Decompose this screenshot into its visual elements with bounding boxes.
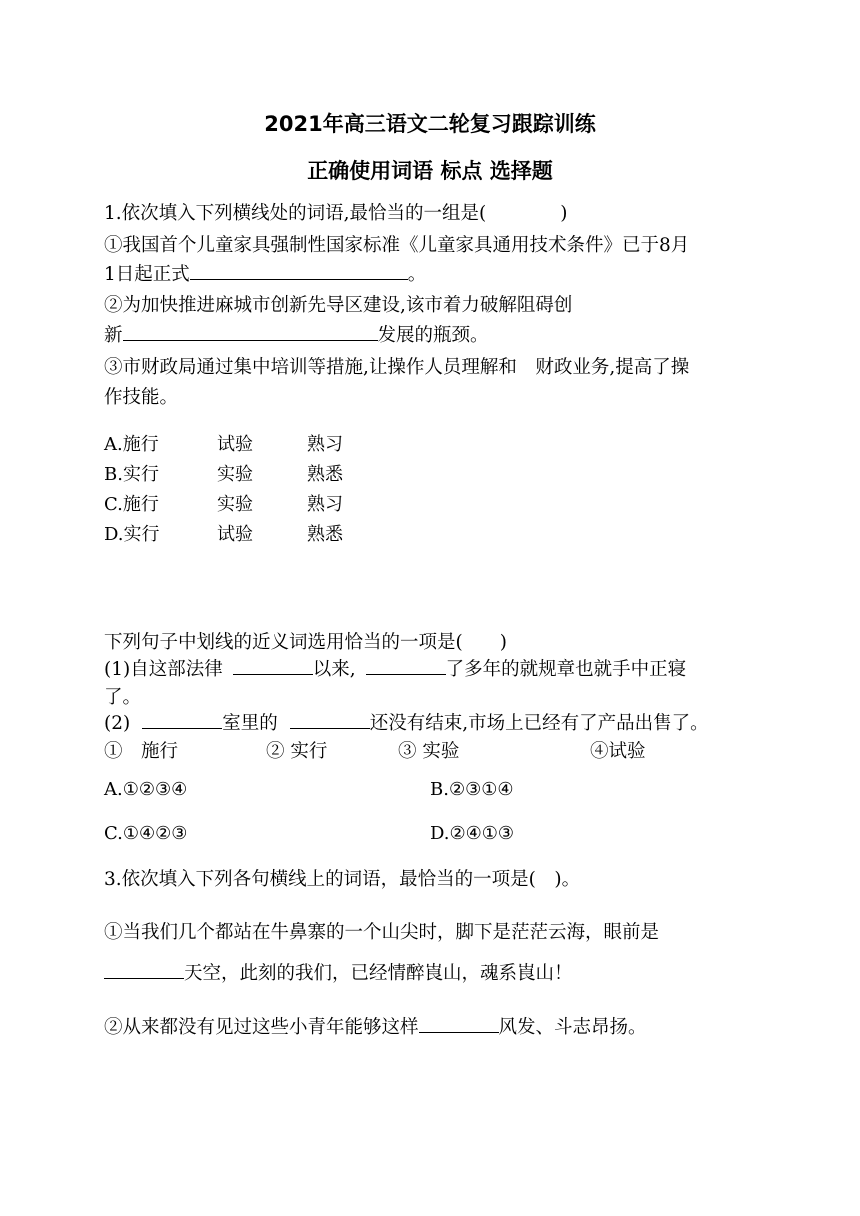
q1-option-c-word-2: 熟习 [307, 494, 343, 515]
q1-sentence-3-line-1: ③市财政局通过集中培训等措施,让操作人员理解和 财政业务,提高了操 [104, 357, 690, 378]
q1-sentence-1-line-1: ①我国首个儿童家具强制性国家标准《儿童家具通用技术条件》已于8月 [104, 235, 690, 256]
q2-word-2: ② 实行 [266, 741, 328, 762]
q3-sentence-1-line-1: ①当我们几个都站在牛鼻寨的一个山尖时，脚下是茫茫云海，眼前是 [104, 922, 660, 943]
q1-sentence-2-line-2 [104, 322, 489, 350]
q1-sentence-3-line-2: 作技能。 [104, 387, 179, 408]
q1-s1-text-before: 1日起正式 [104, 264, 190, 285]
q1-option-c-word-1: 实验 [217, 494, 253, 515]
q1-option-a-word-2: 熟习 [307, 434, 343, 455]
q2-blank-1 [233, 656, 313, 675]
q1-s1-text-after: 。 [407, 264, 427, 285]
q2-s2-part-2: 室里的 [222, 713, 278, 734]
q2-blank-3 [142, 710, 222, 729]
q1-option-d-label: D.实行 [104, 524, 160, 545]
q1-sentence-2-line-1: ②为加快推进麻城市创新先导区建设,该市着力破解阻碍创 [104, 295, 573, 316]
q1-stem: 1.依次填入下列横线处的词语,最恰当的一组是( ) [104, 203, 568, 224]
q2-s1-part-1: (1)自这部法律 [104, 659, 223, 680]
q1-option-d-word-2: 熟悉 [307, 524, 343, 545]
q1-option-b-word-1: 实验 [217, 464, 253, 485]
q1-option-a-word-1: 试验 [217, 434, 253, 455]
q2-s2-part-3: 还没有结束,市场上已经有了产品出售了。 [369, 713, 709, 734]
q2-stem: 下列句子中划线的近义词选用恰当的一项是( ) [104, 632, 507, 653]
q1-option-c-label: C.施行 [104, 494, 159, 515]
q2-sentence-2 [104, 710, 709, 738]
q2-s1-part-2: 以来, [312, 659, 356, 680]
q1-option-a-label: A.施行 [104, 434, 159, 455]
q2-word-3: ③ 实验 [398, 741, 460, 762]
q2-s2-part-1: (2) [104, 713, 131, 734]
q2-option-d: D.②④①③ [430, 823, 515, 844]
q1-s2-text-before: 新 [104, 325, 123, 346]
q3-stem: 3.依次填入下列各句横线上的词语，最恰当的一项是( )。 [104, 869, 581, 890]
q1-option-b-label: B.实行 [104, 464, 159, 485]
q2-word-1: ① 施行 [104, 741, 179, 762]
q2-sentence-1-end: 了。 [104, 687, 142, 708]
q2-option-c: C.①④②③ [104, 823, 188, 844]
q3-blank-2 [419, 1014, 499, 1033]
q3-sentence-1-line-2 [104, 960, 573, 988]
q2-blank-2 [366, 656, 446, 675]
q1-s2-text-after: 发展的瓶颈。 [377, 325, 489, 346]
q3-s1-text-after: 天空，此刻的我们，已经情醉崀山，魂系崀山！ [184, 963, 573, 984]
document-title: 2021年高三语文二轮复习跟踪训练 [264, 112, 596, 136]
q1-sentence-1-line-2 [104, 261, 426, 289]
q1-option-d-word-1: 试验 [217, 524, 253, 545]
q2-s1-part-3: 了多年的就规章也就手中正寝 [445, 659, 687, 680]
q1-option-b-word-2: 熟悉 [307, 464, 343, 485]
q3-blank-1 [104, 960, 184, 979]
q2-word-4: ④试验 [590, 741, 646, 762]
q3-sentence-2 [104, 1014, 647, 1042]
q2-option-a: A.①②③④ [104, 779, 188, 800]
document-subtitle: 正确使用词语 标点 选择题 [307, 159, 553, 183]
q3-s2-text-before: ②从来都没有见过这些小青年能够这样 [104, 1017, 419, 1038]
q3-s2-text-after: 风发、斗志昂扬。 [498, 1017, 647, 1038]
q1-blank-1 [190, 261, 408, 280]
q2-blank-4 [290, 710, 370, 729]
q2-sentence-1 [104, 656, 686, 684]
q2-option-b: B.②③①④ [430, 779, 514, 800]
q1-blank-2 [123, 322, 378, 341]
